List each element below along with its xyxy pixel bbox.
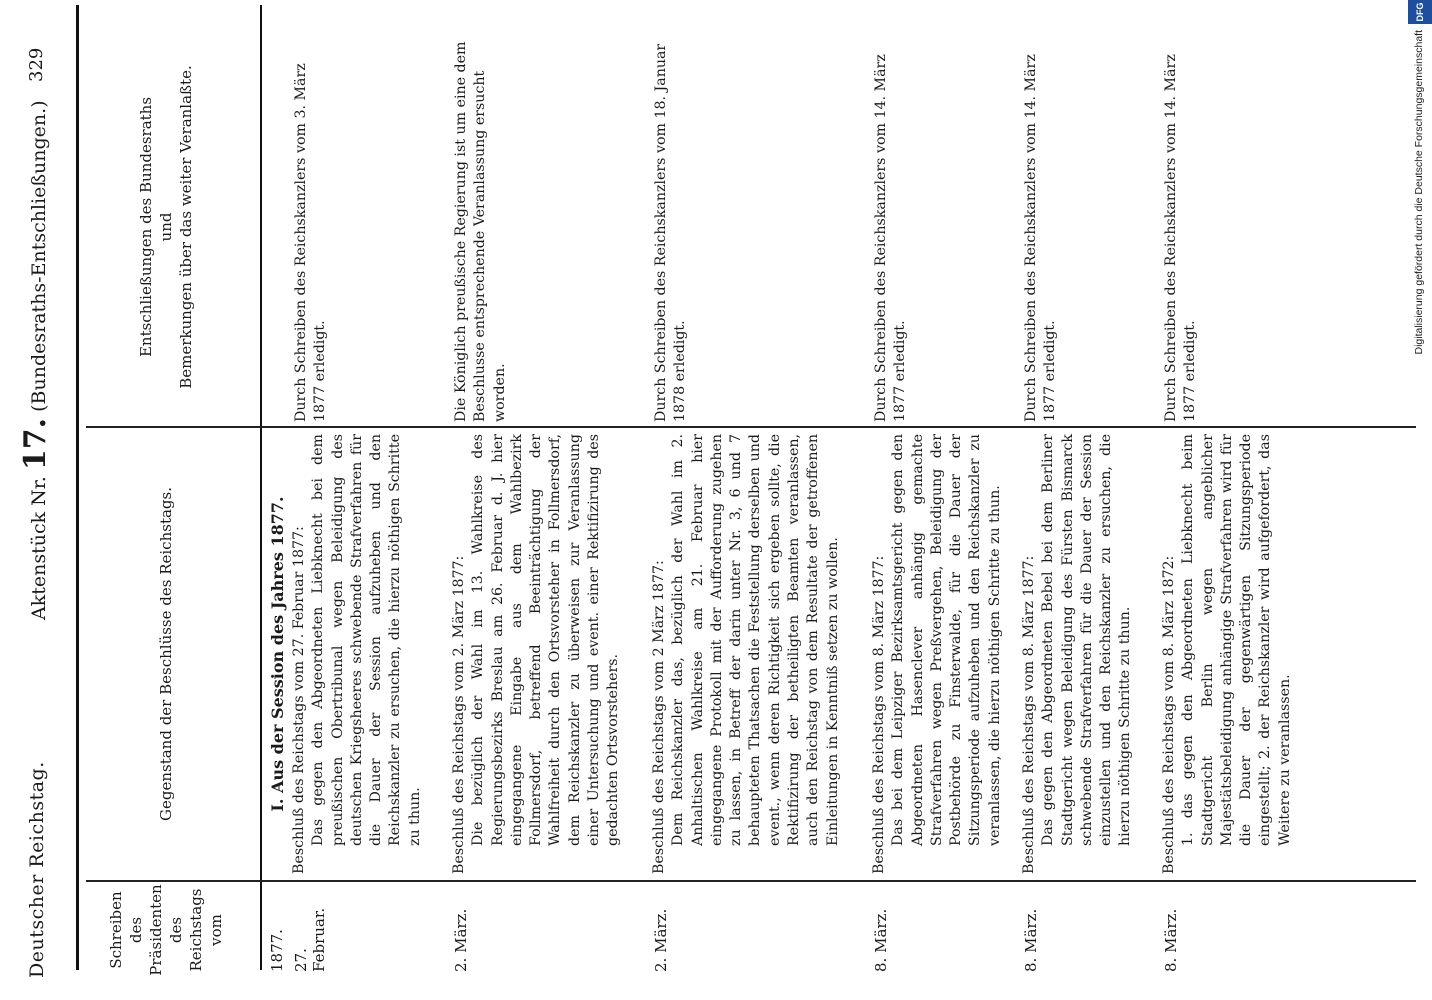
row-date: 27. Februar. — [292, 907, 328, 972]
row-lead: Beschluß des Reichstags vom 8. März 1877: — [871, 555, 887, 874]
row-text: Dem Reichskanzler das, bezüglich der Wahl im 2. Anhaltischen Wahlkreise am 21. Februar hier eingegangene Protokoll mit der Aufforderung zugehen zu lassen, in Betreff der darin unter Nr. 3, 6 und 7 behaupteten Thatsachen die Feststellung derselben und event., wenn deren Richtigkeit sich ergeben sollte, die Rektifizirung der betheiligten Beamten veranlassen, auch den Reichstag von dem Resultate der getroffenen Einleitungen in Kenntniß setzen zu wollen. — [670, 434, 841, 846]
row-result: Durch Schreiben des Reichskanzlers vom 18. Januar 1878 erledigt. — [653, 43, 689, 422]
row-subject — [450, 434, 624, 874]
row-subject — [650, 434, 843, 874]
column-head-decisions-line2: und — [157, 212, 175, 242]
header-center-prefix: Aktenstück Nr. — [28, 476, 50, 620]
row-date: 8. März. — [872, 908, 890, 972]
column-divider-2 — [86, 427, 1416, 429]
column-head-decisions-line3: Bemerkungen über das weiter Veranlaßte. — [177, 65, 195, 389]
row-text: 1. das gegen den Abgeordneten Liebknecht beim Stadtgericht Berlin wegen angeblicher Majestätsbeleidigung anhängige Strafverfahren wird für die Dauer der gegenwärtigen Sitzungsperiode eingestellt; 2. der Reichskanzler wird aufgefordert, das Weitere zu veranlassen. — [1180, 434, 1293, 846]
header-left: Deutscher Reichstag. — [26, 761, 48, 978]
row-result: Durch Schreiben des Reichskanzlers vom 14. März 1877 erledigt. — [873, 54, 909, 422]
row-subject — [870, 434, 1005, 874]
row-result: Die Königlich preußische Regierung ist um eine dem Beschlusse entsprechende Veranlassung ersucht worden. — [453, 41, 508, 422]
row-date: 8. März. — [1022, 908, 1040, 972]
header-center — [18, 100, 53, 620]
page-number: 329 — [26, 47, 47, 82]
row-text: Das gegen den Abgeordneten Bebel bei dem Berliner Stadtgericht wegen Beleidigung des Fürsten Bismarck schwebende Strafverfahren für die Dauer der Session einzustellen und den Reichskanzler zu ersuchen, die hierzu nöthigen Schritte zu thun. — [1040, 434, 1134, 846]
page-header — [18, 0, 58, 1000]
row-lead: Beschluß des Reichstags vom 8. März 1877: — [1021, 555, 1037, 874]
row-result: Durch Schreiben des Reichskanzlers vom 14. März 1877 erledigt. — [1023, 54, 1059, 422]
column-head-date: Schreiben des Präsidenten des Reichstags vom — [107, 884, 225, 976]
row-subject — [1020, 434, 1136, 874]
row-text: Das bei dem Leipziger Bezirksamtsgericht gegen den Abgeordneten Hasenclever anhängig gemachte Strafverfahren wegen Preßvergehen, Beleidigung der Postbehörde zu Finsterwalde, für die Dauer der Sitzungsperiode aufzuheben und den Reichskanzler zu veranlassen, die hierzu nöthigen Schritte zu thun. — [890, 434, 1003, 846]
dfg-logo: DFG — [1408, 0, 1432, 24]
header-number: 17. — [18, 417, 53, 471]
row-date: 2. März. — [452, 908, 470, 972]
row-lead: Beschluß des Reichstags vom 8. März 1872: — [1161, 555, 1177, 874]
column-head-decisions — [96, 32, 296, 422]
row-date: 8. März. — [1162, 908, 1180, 972]
row-result: Durch Schreiben des Reichskanzlers vom 14. März 1877 erledigt. — [1163, 54, 1199, 422]
watermark-text: Digitalisierung gefördert durch die Deutsche Forschungsgemeinschaft — [1413, 30, 1425, 355]
column-divider-1 — [86, 881, 1416, 883]
year-label: 1877. — [268, 929, 286, 972]
row-lead: Beschluß des Reichstags vom 27. Februar 1877: — [291, 526, 307, 874]
header-rule — [260, 5, 262, 970]
row-text: Das gegen den Abgeordneten Liebknecht bei dem preußischen Obertribunal wegen Beleidigung des deutschen Kriegsheeres schwebende Strafverfahren für die Dauer der Session aufzuheben und den Reichskanzler zu ersuchen, die hierzu nöthigen Schritte zu thun. — [310, 434, 423, 846]
watermark-strip — [1408, 0, 1432, 1000]
row-date: 2. März. — [652, 908, 670, 972]
column-head-decisions-line1: Entschließungen des Bundesraths — [137, 96, 155, 358]
section-title: I. Aus der Session des Jahres 1877. — [268, 496, 287, 812]
row-subject — [1160, 434, 1295, 874]
row-subject — [290, 434, 425, 874]
row-text: Die bezüglich der Wahl im 13. Wahlkreise des Regierungsbezirks Breslau am 26. Februar d. J. hier eingegangene Eingabe aus dem Wahlbezirk Follmersdorf, betreffend Beeinträchtigung der Wahlfreiheit durch den Ortsvorsteher in Follmersdorf, dem Reichskanzler zu überweisen zur Veranlassung einer Untersuchung und event. einer Rektifizirung des gedachten Ortsvorstehers. — [470, 434, 622, 846]
column-head-subject: Gegenstand der Beschlüsse des Reichstags. — [157, 487, 175, 821]
row-result: Durch Schreiben des Reichskanzlers vom 3. März 1877 erledigt. — [293, 63, 329, 422]
header-center-suffix: (Bundesraths-Entschließungen.) — [28, 100, 50, 412]
row-lead: Beschluß des Reichstags vom 2. März 1877: — [451, 555, 467, 874]
row-lead: Beschluß des Reichstags vom 2 März 1877: — [651, 560, 667, 874]
top-rule — [76, 5, 79, 970]
